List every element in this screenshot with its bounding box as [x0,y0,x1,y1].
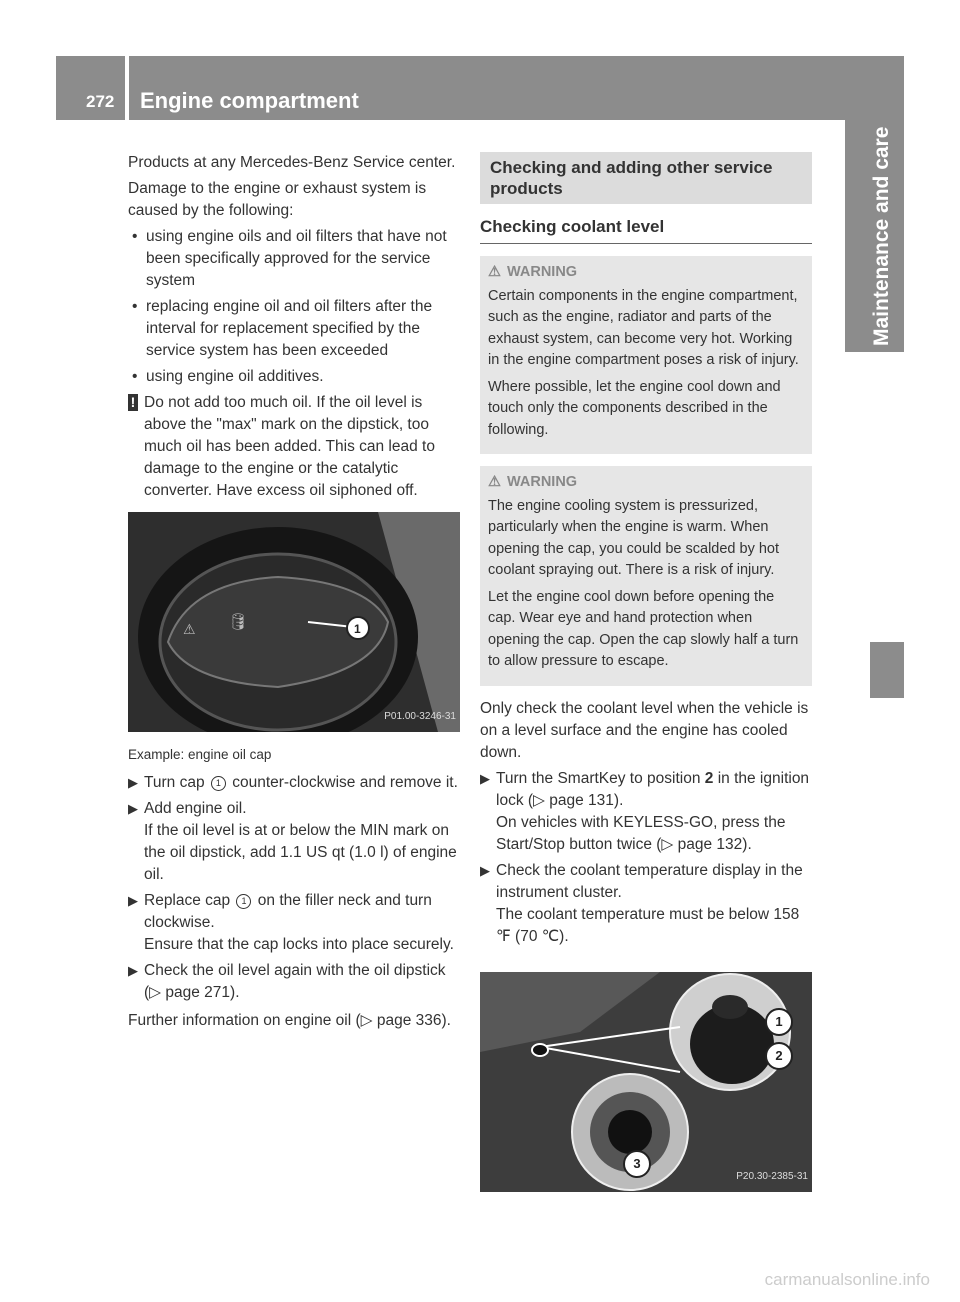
arrow-right-icon: ▶ [128,963,138,978]
list-item: • replacing engine oil and oil filters after the interval for replacement specified by the service system has been exceeded [128,296,460,362]
paragraph: Products at any Mercedes-Benz Service center. [128,154,456,171]
arrow-right-icon: ▶ [480,862,490,878]
note-block [128,392,460,502]
section-title: Checking and adding other service products [480,152,812,204]
side-tab [870,642,904,698]
callout-1: 1 [765,1008,793,1036]
step-1: ▶ Turn cap 1 counter-clockwise and remove it. [128,772,460,794]
header-separator [125,56,129,120]
figure-caption: Example: engine oil cap [128,747,272,762]
warning-title: ⚠ WARNING [488,262,804,284]
step-1: ▶ Turn the SmartKey to position 2 in the ignition lock (▷ page 131). On vehicles with KEYLESS-GO, press the Start/Stop button twice (▷ page 132). [480,769,810,853]
warning-icon: ⚠ [488,264,501,280]
arrow-right-icon: ▶ [128,775,138,790]
svg-text:⚠: ⚠ [183,622,196,638]
paragraph: Damage to the engine or exhaust system is caused by the following: [128,180,427,219]
arrow-right-icon: ▶ [128,893,138,908]
paragraph: Only check the coolant level when the vehicle is on a level surface and the engine has cooled down. [480,699,809,761]
note-text: Do not add too much oil. If the oil level is above the "max" mark on the dipstick, too much oil has been added. This can lead to damage to the engine or the catalytic converter. Have excess oil siphoned off. [144,394,435,499]
oil-cap-illustration [128,512,460,732]
chapter-title: Engine compartment [140,88,359,113]
side-section-label: Maintenance and care [870,126,893,346]
step-3: ▶ Replace cap 1 on the filler neck and turn clockwise. Ensure that the cap locks into place securely. [128,892,454,953]
side-section-wrap [862,120,902,352]
note-icon: ! [128,394,138,411]
warning-box: ⚠ WARNING Certain components in the engine compartment, such as the engine, radiator and parts of the exhaust system, can become very hot. Working in the engine compartment poses a risk of injury. Where possible, let the engine cool down and touch only the components described in the following. [480,256,812,454]
figure-code: P20.30-2385-31 [736,1170,808,1182]
step-2: ▶ Check the coolant temperature display in the instrument cluster. The coolant temperature must be below 158 ℉ (70 ℃). [480,861,803,945]
callout-3: 3 [623,1150,651,1178]
warning-title: ⚠ WARNING [488,472,804,494]
list-item: • using engine oil additives. [128,366,460,388]
callout-1: 1 [354,622,361,636]
step-4: ▶ Check the oil level again with the oil dipstick (▷ page 271). [128,962,446,1001]
callout-1: 1 [236,894,251,909]
left-column [128,152,460,1036]
step-2: ▶ Add engine oil. If the oil level is at or below the MIN mark on the oil dipstick, add 1.1 US qt (1.0 l) of engine oil. [128,800,457,883]
oil-cap-image [128,512,460,732]
figure-code: P01.00-3246-31 [384,711,456,722]
page-number: 272 [86,92,115,111]
callout-1: 1 [211,776,226,791]
warning-icon: ⚠ [488,474,501,490]
paragraph: Further information on engine oil (▷ page 336). [128,1012,451,1029]
svg-text:🛢: 🛢 [228,612,249,631]
subheading: Checking coolant level [480,216,812,244]
callout-2: 2 [765,1042,793,1070]
watermark: carmanualsonline.info [764,1270,930,1289]
right-column [480,152,812,1192]
coolant-tank-image [480,972,812,1192]
warning-box: ⚠ WARNING The engine cooling system is pressurized, particularly when the engine is warm. When opening the cap, you could be scalded by hot coolant spraying out. There is a risk of injury. Let the engine cool down before opening the cap. Wear eye and hand protection when opening the cap. Open the cap slowly half a turn to allow pressure to escape. [480,466,812,686]
arrow-right-icon: ▶ [128,801,138,816]
list-item: • using engine oils and oil filters that have not been specifically approved for the service system [128,226,460,292]
arrow-right-icon: ▶ [480,770,490,786]
